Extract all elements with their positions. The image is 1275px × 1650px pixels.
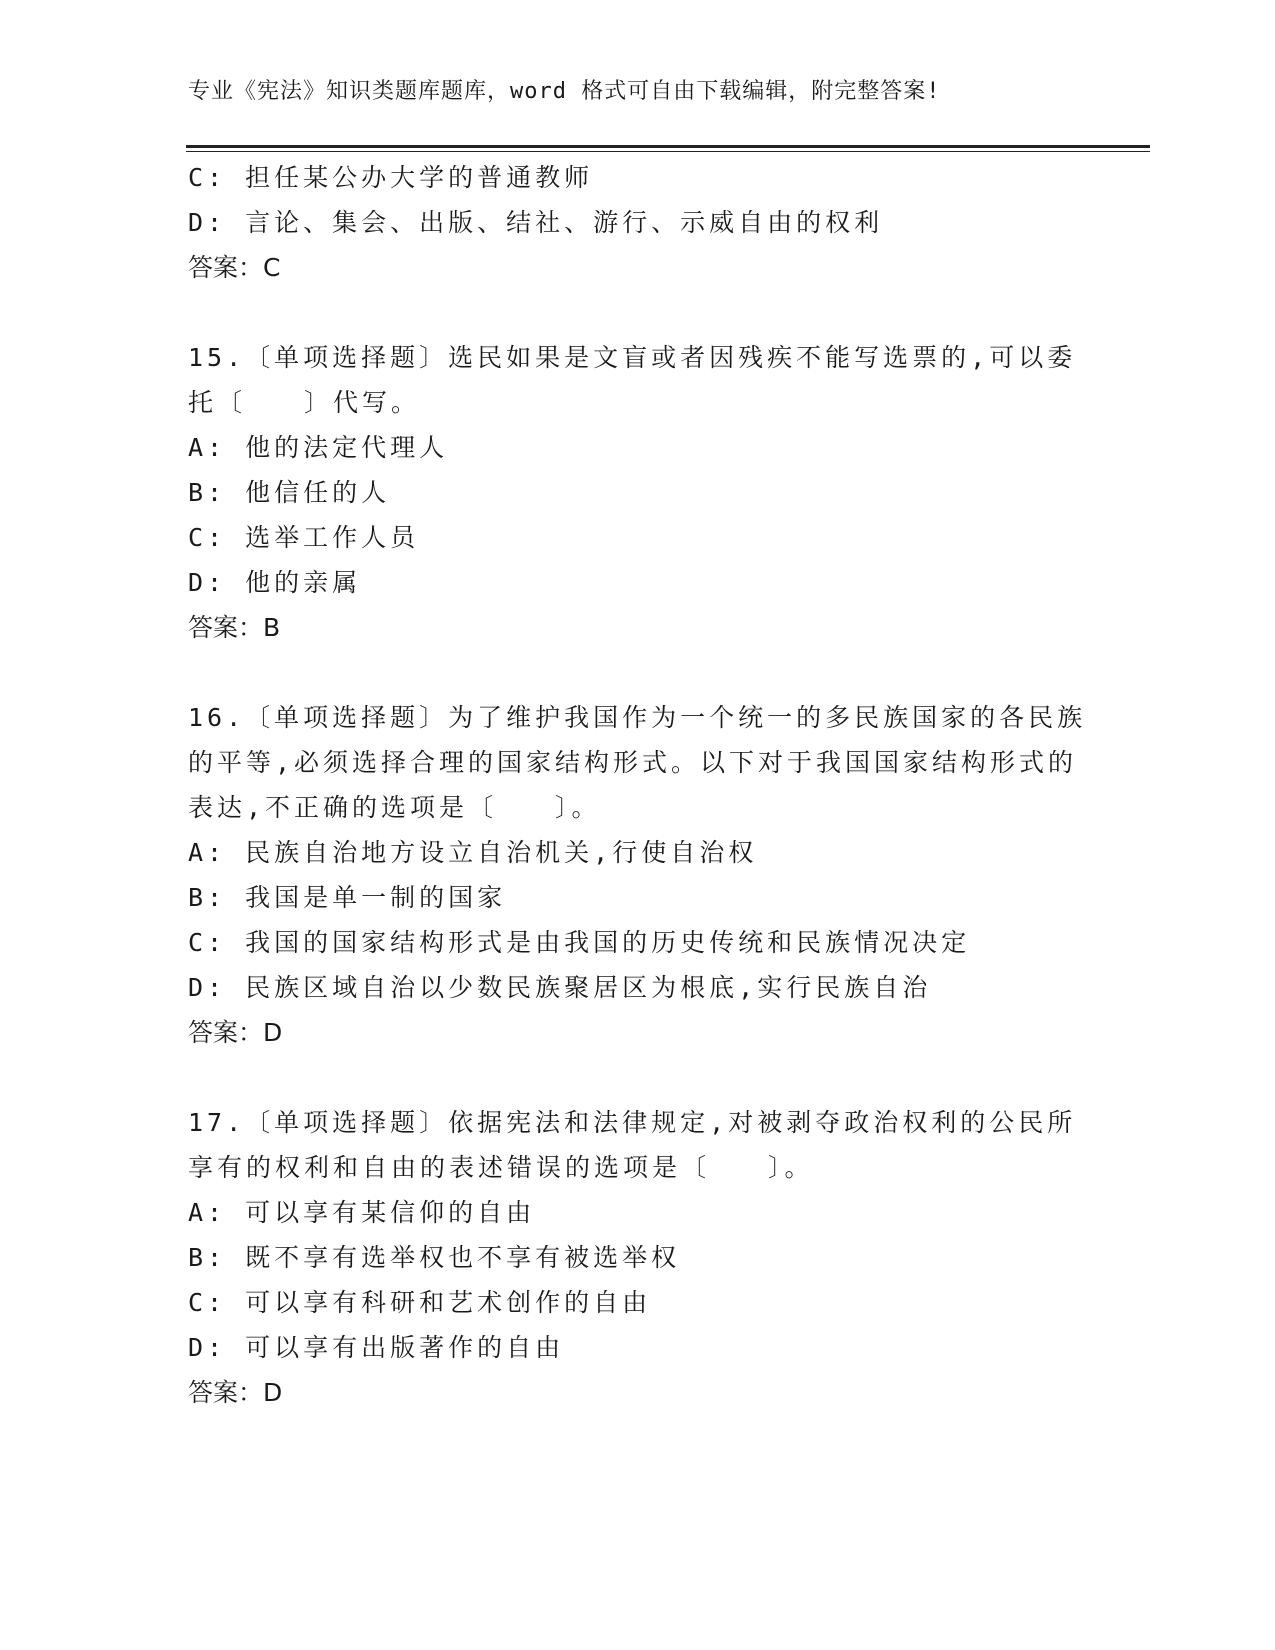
option-b: B: 既不享有选举权也不享有被选举权	[188, 1243, 681, 1272]
option-a: A: 可以享有某信仰的自由	[188, 1198, 536, 1227]
option-c: C: 担任某公办大学的普通教师	[188, 163, 594, 192]
answer-line: 答案：C	[188, 253, 281, 282]
option-a: A: 民族自治地方设立自治机关,行使自治权	[188, 838, 758, 867]
question-stem: 15.〔单项选择题〕选民如果是文盲或者因残疾不能写选票的,可以委	[188, 343, 1077, 372]
option-d: D: 民族区域自治以少数民族聚居区为根底,实行民族自治	[188, 973, 932, 1002]
answer-line: 答案：B	[188, 613, 281, 642]
option-d: D: 可以享有出版著作的自由	[188, 1333, 565, 1362]
question-stem: 享有的权利和自由的表述错误的选项是〔 〕。	[188, 1153, 814, 1182]
option-c: C: 我国的国家结构形式是由我国的历史传统和民族情况决定	[188, 928, 971, 957]
question-stem: 表达,不正确的选项是〔 〕。	[188, 793, 601, 822]
option-d: D: 他的亲属	[188, 568, 362, 597]
question-stem: 17.〔单项选择题〕依据宪法和法律规定,对被剥夺政治权利的公民所	[188, 1108, 1077, 1137]
option-a: A: 他的法定代理人	[188, 433, 449, 462]
header-divider-thin	[186, 151, 1150, 152]
answer-line: 答案：D	[188, 1378, 283, 1407]
option-c: C: 可以享有科研和艺术创作的自由	[188, 1288, 652, 1317]
question-stem: 16.〔单项选择题〕为了维护我国作为一个统一的多民族国家的各民族	[188, 703, 1087, 732]
header-divider	[186, 145, 1150, 148]
option-b: B: 他信任的人	[188, 478, 391, 507]
option-b: B: 我国是单一制的国家	[188, 883, 507, 912]
page-header: 专业《宪法》知识类题库题库，word 格式可自由下载编辑，附完整答案!	[188, 79, 941, 104]
option-c: C: 选举工作人员	[188, 523, 420, 552]
option-d: D: 言论、集会、出版、结社、游行、示威自由的权利	[188, 208, 884, 237]
question-stem: 的平等,必须选择合理的国家结构形式。以下对于我国国家结构形式的	[188, 748, 1078, 777]
question-stem: 托〔 〕代写。	[188, 388, 421, 417]
answer-line: 答案：D	[188, 1018, 283, 1047]
